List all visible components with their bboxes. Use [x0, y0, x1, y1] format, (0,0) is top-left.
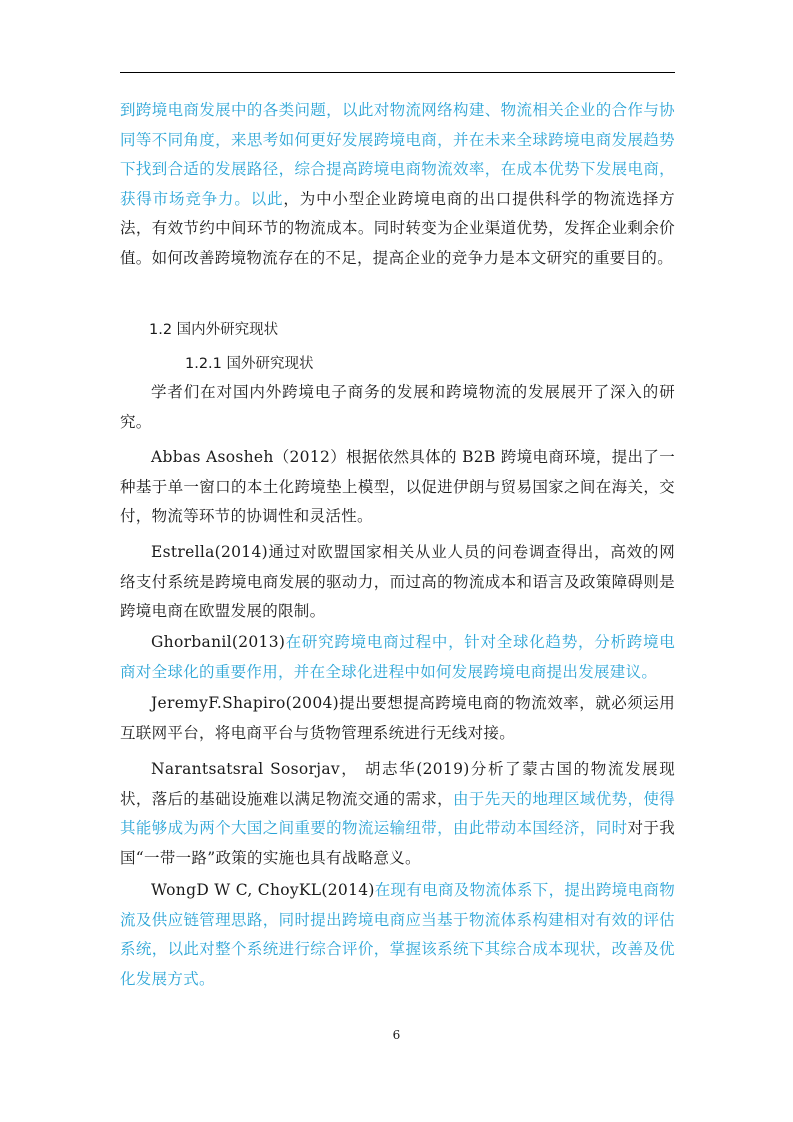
- highlighted-text: 由于先天的地理区域优势，使得其能够成为两个大国之间重要的物流运输纽带，由此带动本国经济，同时: [120, 789, 675, 837]
- highlighted-text: 到跨境电商发展中的各类问题，以此对物流网络构建、物流相关企业的合作与协同等不同角度，来思考如何更好发展跨境电商，并在未来全球跨境电商发展趋势下找到合适的发展路径，综合提高跨境电商物流效率，在成本优势下发展电商，获得市场竞争力。以此: [120, 101, 675, 208]
- body-text: 对于我国“一带一路”政策的实施也具有战略意义。: [120, 819, 676, 867]
- paragraph-estrella: Estrella(2014)通过对欧盟国家相关从业人员的问卷调查得出，高效的网络支付系统是跨境电商发展的驱动力，而过高的物流成本和语言及政策障碍则是跨境电商在欧盟发展的限制。: [120, 543, 675, 620]
- highlighted-text: 在研究跨境电商过程中，针对全球化趋势，分析跨境电商对全球化的重要作用，并在全球化进程中如何发展跨境电商提出发展建议。: [120, 633, 675, 681]
- body-text: WongD W C, ChoyKL(2014): [151, 881, 375, 899]
- paragraph-wong: [120, 876, 675, 994]
- body-text: Ghorbanil(2013): [151, 633, 286, 651]
- paragraph-intro: 学者们在对国内外跨境电子商务的发展和跨境物流的发展展开了深入的研究。: [120, 383, 675, 431]
- header-rule: [120, 72, 675, 73]
- paragraph-purpose: [120, 96, 675, 273]
- paragraph-shapiro: JeremyF.Shapiro(2004)提出要想提高跨境电商的物流效率，就必须运用互联网平台，将电商平台与货物管理系统进行无线对接。: [120, 694, 675, 742]
- paragraph-abbas: Abbas Asosheh（2012）根据依然具体的 B2B 跨境电商环境，提出了一种基于单一窗口的本土化跨境垫上模型，以促进伊朗与贸易国家之间在海关，交付，物流等环节的协调性和灵活性。: [120, 448, 675, 525]
- section-heading-1-2: 1.2 国内外研究现状: [149, 322, 279, 338]
- section-heading-1-2-1: 1.2.1 国外研究现状: [185, 356, 314, 372]
- body-text: ，为中小型企业跨境电商的出口提供科学的物流选择方法，有效节约中间环节的物流成本。同时转变为企业渠道优势，发挥企业剩余价值。如何改善跨境物流存在的不足，提高企业的竞争力是本文研究的重要目的。: [120, 189, 675, 267]
- paragraph-ghorbani: [120, 628, 675, 687]
- page-number: 6: [392, 1028, 401, 1042]
- highlighted-text: 在现有电商及物流体系下，提出跨境电商物流及供应链管理思路，同时提出跨境电商应当基于物流体系构建相对有效的评估系统，以此对整个系统进行综合评价，掌握该系统下其综合成本现状，改善及优化发展方式。: [120, 881, 676, 988]
- paragraph-narantsatsral: [120, 755, 675, 873]
- body-text: Narantsatsral Sosorjav， 胡志华(2019)分析了蒙古国的物流发展现状，落后的基础设施难以满足物流交通的需求，: [120, 760, 675, 808]
